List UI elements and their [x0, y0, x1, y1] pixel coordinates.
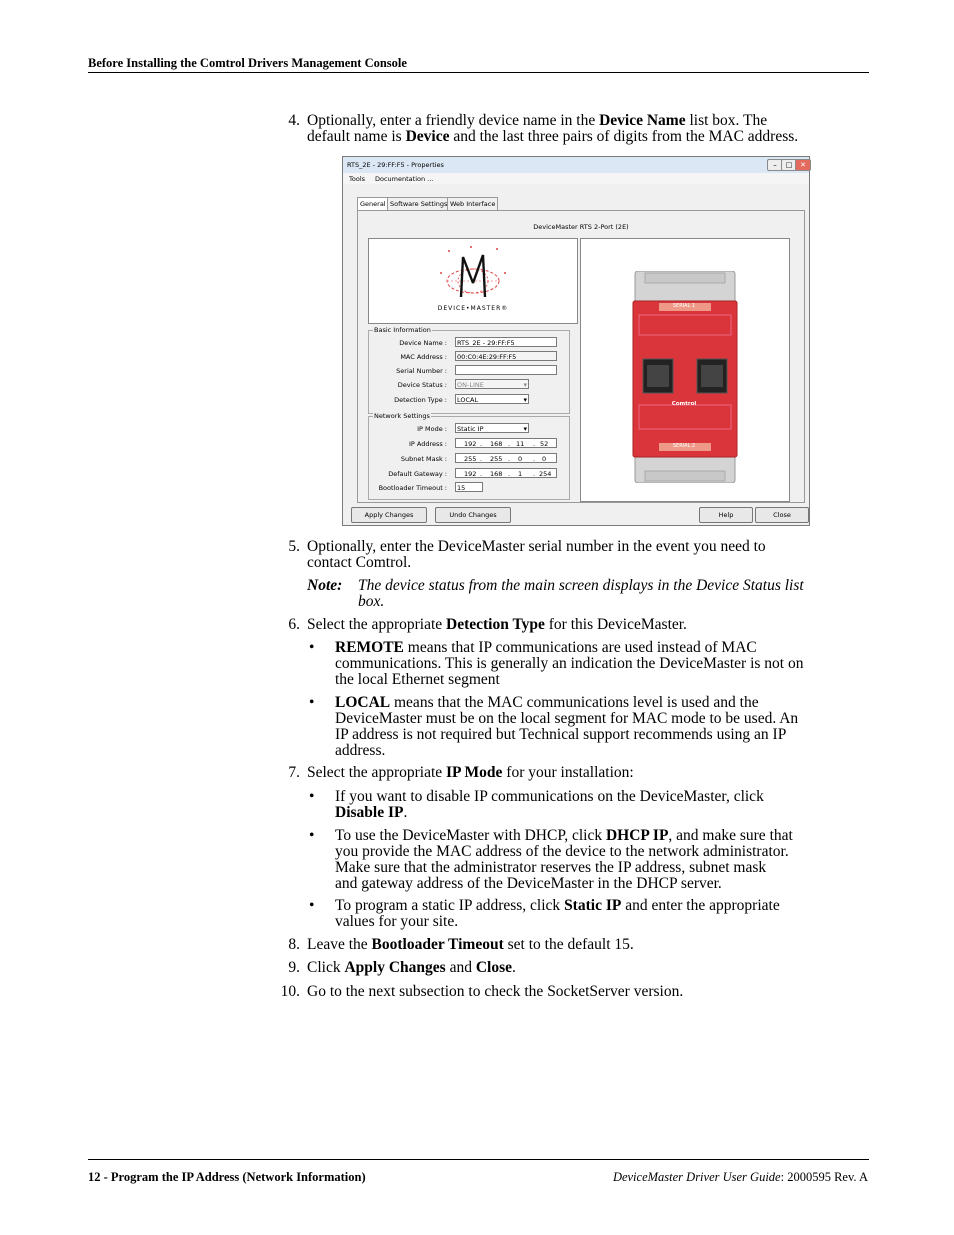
step-4-text: Optionally, enter a friendly device name in the Device Name list box. The default name is Device and the last three pairs of digits from the MAC address. [307, 112, 799, 145]
header-rule [88, 72, 869, 73]
properties-dialog-screenshot [342, 156, 810, 526]
subnet-mask-input[interactable]: 255 . 255 . 0 . 0 [455, 453, 557, 463]
step-number: 5. [288, 538, 300, 555]
subnet-mask-label: Subnet Mask : [400, 455, 447, 463]
device-model-title: DeviceMaster RTS 2-Port (2E) [533, 223, 629, 231]
close-button[interactable]: Close [755, 507, 809, 523]
step-8-text: Leave the Bootloader Timeout set to the default 15. [307, 936, 634, 953]
step-number: 7. [288, 764, 300, 781]
undo-changes-button[interactable]: Undo Changes [435, 507, 511, 523]
default-gateway-label: Default Gateway : [388, 470, 447, 478]
bullet-dhcp-ip: To use the DeviceMaster with DHCP, click DHCP IP, and make sure that you provide the MAC address of the device to the network administrator. Make sure that the administrator reserves the IP address, subnet mask and gateway address of the DeviceMaster in the DHCP server. [335, 827, 793, 892]
footer-rule [88, 1159, 869, 1160]
logo-text: DEVICE•MASTER® [437, 305, 509, 312]
step-10-text: Go to the next subsection to check the SocketServer version. [307, 983, 684, 1000]
step-number: 4. [288, 112, 300, 129]
close-icon[interactable]: ✕ [795, 159, 811, 171]
logo-graphic [435, 243, 511, 303]
serial-2-label: SERIAL 2 [672, 443, 696, 449]
step-number: 10. [280, 983, 300, 1000]
bullet-icon: • [309, 639, 315, 656]
bullet-icon: • [309, 694, 315, 711]
bullet-static-ip: To program a static IP address, click Static IP and enter the appropriate values for your site. [335, 897, 780, 930]
network-settings-group [368, 412, 570, 500]
gateway-octet[interactable]: 254 [539, 470, 552, 478]
help-button[interactable]: Help [699, 507, 753, 523]
tab-software-settings[interactable]: Software Settings [387, 197, 450, 210]
network-settings-legend: Network Settings [374, 412, 430, 420]
bullet-remote: REMOTE means that IP communications are used instead of MAC communications. This is generally an indication the DeviceMaster is not on the local Ethernet segment [335, 639, 804, 688]
serial-number-label: Serial Number : [396, 367, 447, 375]
step-number: 8. [288, 936, 300, 953]
bootloader-timeout-label: Bootloader Timeout : [378, 484, 447, 492]
apply-changes-button[interactable]: Apply Changes [351, 507, 427, 523]
running-header: Before Installing the Comtrol Drivers Management Console [88, 56, 407, 70]
comtrol-brand: Comtrol [671, 401, 697, 407]
step-number: 9. [288, 959, 300, 976]
step-9-text: Click Apply Changes and Close. [307, 959, 516, 976]
mask-octet[interactable]: 0 [518, 455, 523, 463]
menu-tools[interactable]: Tools [349, 175, 366, 183]
gateway-octet[interactable]: 192 [464, 470, 477, 478]
tab-web-interface[interactable]: Web Interface [447, 197, 498, 210]
step-number: 6. [288, 616, 300, 633]
ip-octet[interactable]: 168 [490, 440, 503, 448]
footer-right: DeviceMaster Driver User Guide: 2000595 Rev. A [612, 1170, 868, 1184]
mask-octet[interactable]: 0 [542, 455, 547, 463]
tab-general[interactable]: General [357, 197, 389, 211]
ip-octet[interactable]: 52 [540, 440, 549, 448]
ip-address-label: IP Address : [408, 440, 447, 448]
dialog-title: RTS_2E - 29:FF:F5 - Properties [347, 161, 444, 169]
ip-octet[interactable]: 192 [464, 440, 477, 448]
bullet-icon: • [309, 788, 315, 805]
general-panel [357, 210, 805, 503]
mask-octet[interactable]: 255 [490, 455, 503, 463]
minimize-icon[interactable]: – [767, 159, 783, 171]
device-name-label: Device Name : [399, 339, 447, 347]
mac-address-label: MAC Address : [400, 353, 447, 361]
mac-address-field: 00:C0:4E:29:FF:F5 [455, 351, 557, 361]
dialog-titlebar [343, 157, 809, 173]
step-6-text: Select the appropriate Detection Type for this DeviceMaster. [307, 616, 687, 633]
bullet-icon: • [309, 897, 315, 914]
dialog-menubar [343, 173, 809, 184]
default-gateway-input[interactable]: 192 . 168 . 1 . 254 [455, 468, 557, 478]
menu-documentation[interactable]: Documentation ... [375, 175, 434, 183]
maximize-icon[interactable]: □ [781, 159, 797, 171]
bootloader-timeout-input[interactable]: 15 [455, 482, 483, 492]
ip-mode-label: IP Mode : [417, 425, 447, 433]
device-photo [580, 238, 790, 502]
bullet-disable-ip: If you want to disable IP communications on the DeviceMaster, click Disable IP. [335, 788, 764, 821]
ip-address-input[interactable]: 192 . 168 . 11 . 52 [455, 438, 557, 448]
mask-octet[interactable]: 255 [464, 455, 477, 463]
step-7-text: Select the appropriate IP Mode for your installation: [307, 764, 634, 781]
devicemaster-logo [368, 238, 578, 324]
ip-mode-select[interactable]: Static IP ▾ [455, 423, 529, 433]
note-text: The device status from the main screen displays in the Device Status list box. [358, 577, 804, 610]
basic-information-group [368, 326, 570, 414]
bullet-icon: • [309, 827, 315, 844]
basic-information-legend: Basic Information [374, 326, 431, 334]
gateway-octet[interactable]: 1 [518, 470, 523, 478]
bullet-local: LOCAL means that the MAC communications level is used and the DeviceMaster must be on the local segment for MAC mode to be used. An IP address is not required but Technical support recommends using an IP address. [335, 694, 799, 759]
serial-number-input[interactable] [455, 365, 557, 375]
device-status-label: Device Status : [397, 381, 447, 389]
device-name-input[interactable]: RTS_2E - 29:FF:F5 [455, 337, 557, 347]
step-5-text: Optionally, enter the DeviceMaster serial number in the event you need to contact Comtrol. [307, 538, 766, 571]
device-status-select: ON-LINE ▾ [455, 379, 529, 389]
gateway-octet[interactable]: 168 [490, 470, 503, 478]
ip-octet[interactable]: 11 [516, 440, 525, 448]
detection-type-select[interactable]: LOCAL ▾ [455, 394, 529, 404]
serial-1-label: SERIAL 1 [672, 303, 696, 309]
note-label: Note: [307, 577, 343, 594]
footer-left: 12 - Program the IP Address (Network Information) [88, 1170, 366, 1184]
detection-type-label: Detection Type : [394, 396, 447, 404]
